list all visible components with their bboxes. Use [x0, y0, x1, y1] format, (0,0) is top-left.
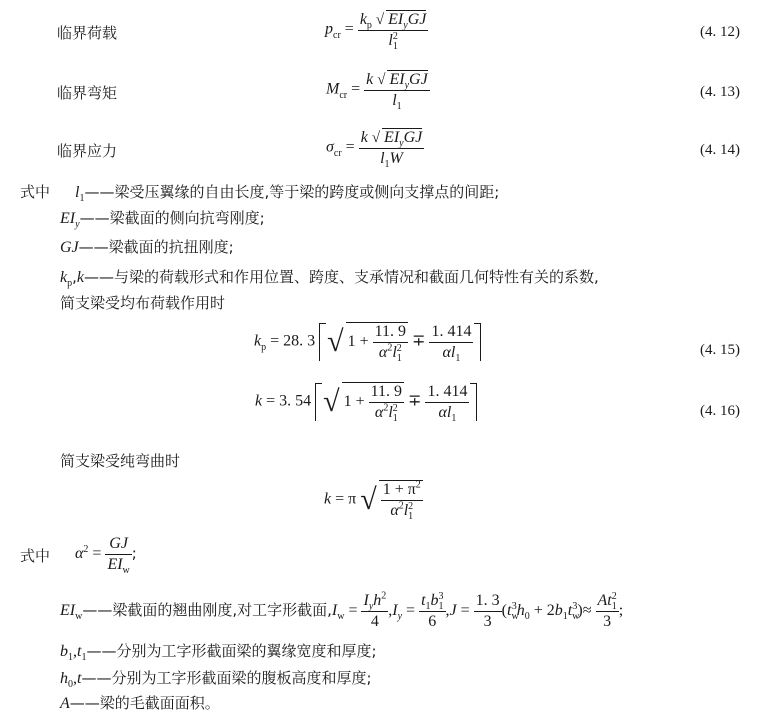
eq-number-4-12: (4. 12) [700, 24, 740, 40]
eq-number-4-14: (4. 14) [700, 142, 740, 158]
where-item-a: A——梁的毛截面面积。 [60, 694, 220, 712]
eq-critical-stress: $\sigma_{cr}$ = $\frac{k √ EI_yGJ}{l_1W}$ [326, 129, 423, 171]
eq-critical-load: $p_{cr}$ = $\frac{k_p √ EI_yGJ}{l_1^2}$ [325, 11, 427, 53]
label-critical-moment: 临界弯矩 [57, 84, 118, 102]
where-item-eiy: $EI_y——$梁截面的侧向抗弯刚度; [60, 209, 265, 231]
where-item-b1-t1: $b_1,t_1——$分别为工字形截面梁的翼缘宽度和厚度; [60, 642, 377, 664]
where-prefix-2: 式中 [20, 547, 51, 565]
eq-4-15: $k_p = 28$. 3 √ 1 + $\frac{11. 9}{\alpha^2l_1^2}$ ∓ $\frac{1. 414}{\alpha l_1}$ [254, 322, 481, 362]
eq-number-4-15: (4. 15) [700, 342, 740, 358]
where-item-eiw: $EI_w——$梁截面的翘曲刚度,对工字形截面$,I_w$ = $\frac{I_yh^2}{4}$ $,I_y$ = $\frac{t_1b_1^3}{6}$ ,J = $\frac{1. 3}{3}$ $(t_w^3h_0 + 2b_1t_w^3)\approx$ $\frac{At_1^2}{3}$ ; [60, 590, 624, 630]
where-item-h0-t: $h_0,t——$分别为工字形截面梁的腹板高度和厚度; [60, 669, 372, 691]
label-critical-stress: 临界应力 [57, 142, 118, 160]
where-prefix-1: 式中 [20, 183, 51, 201]
eq-4-16: k = 3. 54 √ 1 + $\frac{11. 9}{\alpha^2l_1^2}$ ∓ $\frac{1. 414}{\alpha l_1}$ [255, 382, 477, 422]
eq-number-4-16: (4. 16) [700, 403, 740, 419]
eq-alpha-squared: $\alpha^2$ = $\frac{GJ}{EI_w}$ ; [75, 535, 137, 577]
pure-bending-text: 简支梁受纯弯曲时 [60, 452, 181, 470]
where-item-kp-k: $k_p,k——$与梁的荷载形式和作用位置、跨度、支承情况和截面几何特性有关的系数, [60, 268, 599, 290]
eq-number-4-13: (4. 13) [700, 84, 740, 100]
eq-critical-moment: $M_{cr}$ = $\frac{k √ EI_yGJ}{l_1}$ [326, 71, 428, 113]
uniform-load-text: 简支梁受均布荷载作用时 [60, 294, 226, 312]
where-item-gj: GJ——梁截面的抗扭刚度; [60, 238, 234, 256]
label-critical-load: 临界荷载 [57, 24, 118, 42]
eq-pure-bending-k: k = π √ $\frac{1 + \pi^2}{\alpha^2l_1^2}$ [324, 479, 421, 523]
where-item-l1: $l_1——$梁受压翼缘的自由长度,等于梁的跨度或侧向支撑点的间距; [75, 183, 500, 205]
